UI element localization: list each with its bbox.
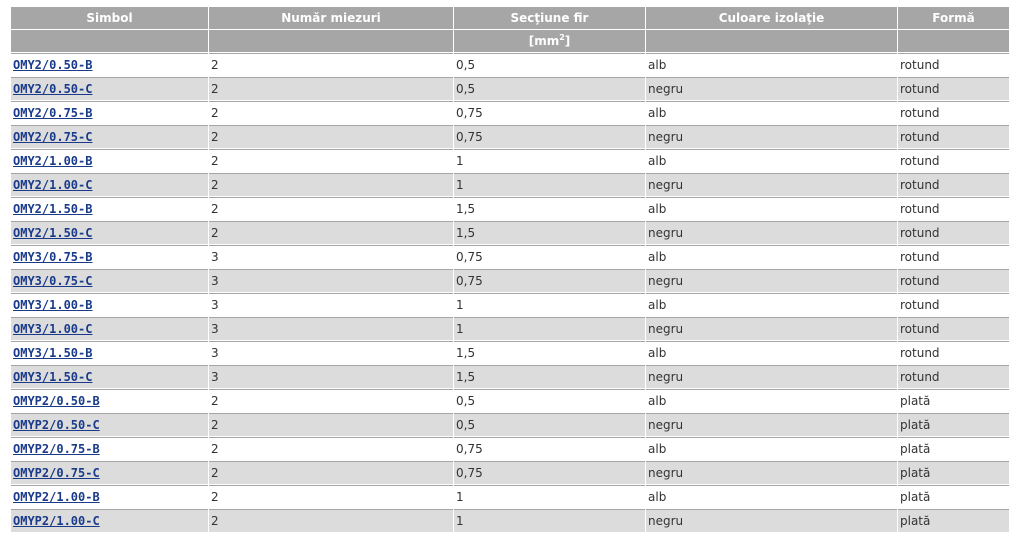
symbol-link[interactable]: OMYP2/1.00-C [13,514,100,528]
cell-shape: rotund [898,101,1009,124]
symbol-link[interactable]: OMY3/1.00-B [13,298,93,312]
cell-cores: 3 [209,365,453,388]
table-row [11,221,1009,244]
cell-shape: rotund [898,269,1009,292]
cell-section: 0,75 [454,101,645,124]
table-row [11,509,1009,532]
cell-color: alb [646,341,897,364]
cell-section: 0,75 [454,269,645,292]
cell-shape: rotund [898,293,1009,316]
cell-color: negru [646,269,897,292]
header-units-empty [898,30,1009,52]
cell-symbol [11,293,208,316]
table-row [11,197,1009,220]
cell-section: 1,5 [454,365,645,388]
cell-shape: rotund [898,53,1009,76]
cell-cores: 2 [209,413,453,436]
cell-cores: 2 [209,221,453,244]
symbol-link[interactable]: OMYP2/1.00-B [13,490,100,504]
cell-section: 1 [454,173,645,196]
cell-cores: 2 [209,53,453,76]
cell-symbol [11,461,208,484]
cell-section: 0,5 [454,389,645,412]
header-section-unit [454,30,645,52]
symbol-link[interactable]: OMY3/1.50-B [13,346,93,360]
table-row [11,53,1009,76]
cell-color: negru [646,77,897,100]
cell-symbol [11,317,208,340]
cell-shape: rotund [898,341,1009,364]
cell-symbol [11,245,208,268]
cell-shape: rotund [898,365,1009,388]
cell-color: negru [646,365,897,388]
cell-symbol [11,269,208,292]
cell-cores: 3 [209,317,453,340]
cell-color: alb [646,389,897,412]
table-body [11,53,1009,532]
symbol-link[interactable]: OMY3/1.00-C [13,322,93,336]
header-color: Culoare izolaţie [646,7,897,29]
header-units-empty [209,30,453,52]
table-row [11,125,1009,148]
symbol-link[interactable]: OMY2/1.00-B [13,154,93,168]
symbol-link[interactable]: OMY2/0.50-C [13,82,93,96]
cell-cores: 2 [209,149,453,172]
symbol-link[interactable]: OMYP2/0.50-C [13,418,100,432]
cell-cores: 3 [209,245,453,268]
symbol-link[interactable]: OMY2/0.75-B [13,106,93,120]
cell-shape: rotund [898,221,1009,244]
cell-shape: rotund [898,317,1009,340]
cell-color: alb [646,245,897,268]
symbol-link[interactable]: OMY2/1.00-C [13,178,93,192]
cell-cores: 2 [209,389,453,412]
header-section: Secţiune fir [454,7,645,29]
cell-symbol [11,437,208,460]
unit-suffix: ] [564,34,571,48]
cell-color: negru [646,221,897,244]
symbol-link[interactable]: OMYP2/0.75-B [13,442,100,456]
cell-section: 0,5 [454,413,645,436]
header-units-empty [646,30,897,52]
cell-section: 1 [454,317,645,340]
table-row [11,149,1009,172]
cell-section: 1,5 [454,341,645,364]
cell-cores: 2 [209,485,453,508]
cell-color: negru [646,173,897,196]
cell-section: 1,5 [454,221,645,244]
cell-cores: 3 [209,341,453,364]
cell-section: 0,75 [454,125,645,148]
cell-symbol [11,53,208,76]
cell-shape: rotund [898,197,1009,220]
table-row [11,101,1009,124]
cell-symbol [11,341,208,364]
cell-color: negru [646,413,897,436]
cable-spec-table [10,6,1010,533]
cell-cores: 3 [209,293,453,316]
cell-symbol [11,365,208,388]
table-header-row [11,7,1009,29]
table-row [11,173,1009,196]
symbol-link[interactable]: OMY3/0.75-C [13,274,93,288]
cell-symbol [11,197,208,220]
symbol-link[interactable]: OMY3/1.50-C [13,370,93,384]
symbol-link[interactable]: OMY2/0.75-C [13,130,93,144]
cell-cores: 2 [209,77,453,100]
symbol-link[interactable]: OMY2/0.50-B [13,58,93,72]
cell-symbol [11,125,208,148]
unit-superscript: 2 [559,33,565,42]
cell-color: alb [646,149,897,172]
unit-prefix: [mm [528,34,560,48]
table-row [11,389,1009,412]
cell-section: 0,5 [454,53,645,76]
cell-section: 1 [454,149,645,172]
cell-cores: 2 [209,461,453,484]
symbol-link[interactable]: OMYP2/0.50-B [13,394,100,408]
table-row [11,413,1009,436]
table-row [11,365,1009,388]
cell-section: 1,5 [454,197,645,220]
cell-color: alb [646,197,897,220]
cell-color: alb [646,485,897,508]
cell-symbol [11,221,208,244]
table-row [11,341,1009,364]
symbol-link[interactable]: OMYP2/0.75-C [13,466,100,480]
cell-shape: plată [898,437,1009,460]
cell-cores: 2 [209,197,453,220]
table-row [11,317,1009,340]
cell-shape: rotund [898,149,1009,172]
cell-color: negru [646,461,897,484]
symbol-link[interactable]: OMY3/0.75-B [13,250,93,264]
cell-shape: plată [898,485,1009,508]
table-row [11,77,1009,100]
cell-color: negru [646,125,897,148]
header-cores: Număr miezuri [209,7,453,29]
cell-cores: 2 [209,437,453,460]
cell-shape: rotund [898,173,1009,196]
table-row [11,485,1009,508]
cell-symbol [11,485,208,508]
cell-shape: rotund [898,245,1009,268]
cell-shape: plată [898,413,1009,436]
cell-color: alb [646,53,897,76]
header-shape: Formă [898,7,1009,29]
header-units-empty [11,30,208,52]
table-row [11,269,1009,292]
cell-color: negru [646,509,897,532]
cell-shape: plată [898,509,1009,532]
cell-symbol [11,77,208,100]
cell-color: alb [646,293,897,316]
cell-symbol [11,413,208,436]
cell-color: negru [646,317,897,340]
cell-shape: rotund [898,77,1009,100]
cell-section: 1 [454,485,645,508]
table-row [11,437,1009,460]
cell-cores: 3 [209,269,453,292]
symbol-link[interactable]: OMY2/1.50-B [13,202,93,216]
cell-section: 0,75 [454,245,645,268]
cell-section: 1 [454,293,645,316]
cell-section: 0,75 [454,461,645,484]
header-symbol: Simbol [11,7,208,29]
symbol-link[interactable]: OMY2/1.50-C [13,226,93,240]
cell-section: 0,75 [454,437,645,460]
cell-color: alb [646,101,897,124]
cell-shape: plată [898,461,1009,484]
cell-cores: 2 [209,101,453,124]
cell-cores: 2 [209,173,453,196]
cell-shape: plată [898,389,1009,412]
table-header-units-row [11,30,1009,52]
cell-cores: 2 [209,125,453,148]
cell-section: 0,5 [454,77,645,100]
table-row [11,293,1009,316]
cell-symbol [11,101,208,124]
cell-cores: 2 [209,509,453,532]
cell-color: alb [646,437,897,460]
cell-symbol [11,149,208,172]
table-row [11,461,1009,484]
cell-shape: rotund [898,125,1009,148]
table-row [11,245,1009,268]
cell-symbol [11,173,208,196]
cell-symbol [11,389,208,412]
cell-section: 1 [454,509,645,532]
cell-symbol [11,509,208,532]
